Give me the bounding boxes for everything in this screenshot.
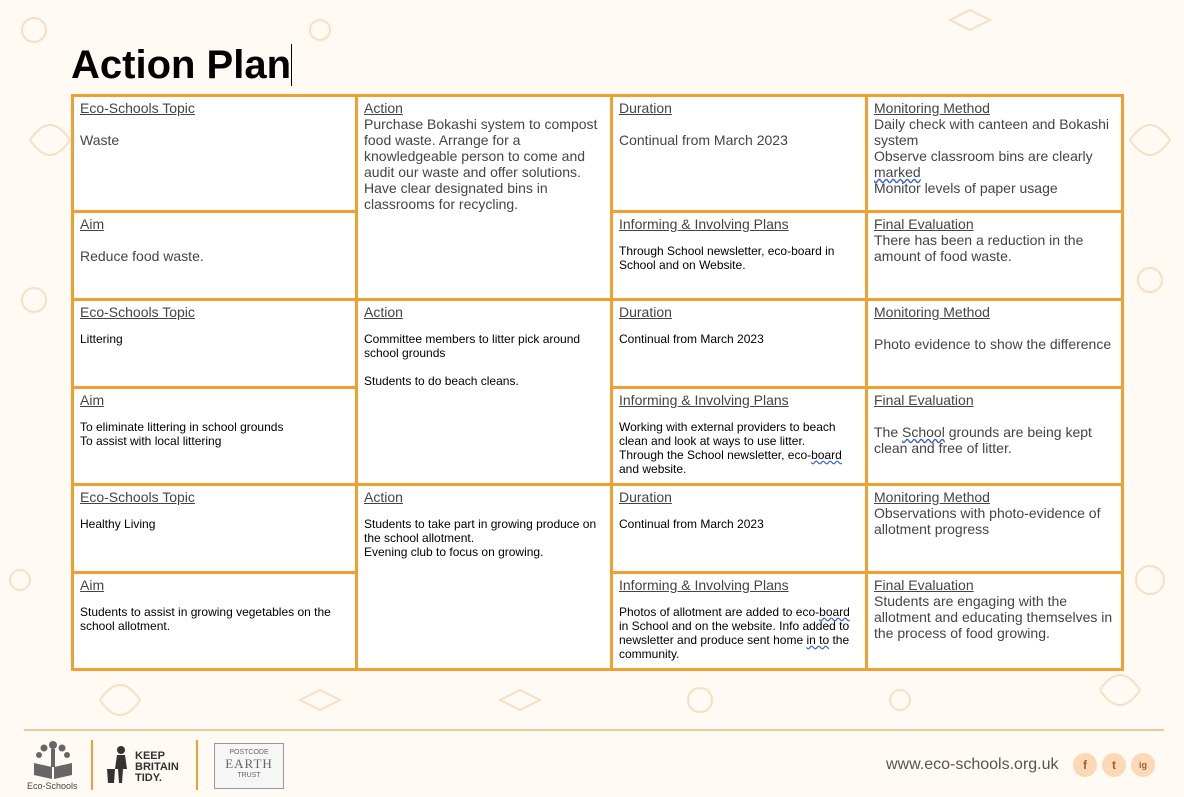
monitoring-value: Observations with photo-evidence of allotment progress — [874, 505, 1101, 537]
logo-divider — [196, 740, 198, 790]
monitoring-label: Monitoring Method — [874, 304, 990, 320]
action-cell — [357, 300, 612, 485]
monitoring-label: Monitoring Method — [874, 489, 990, 505]
aim-value: To eliminate littering in school grounds To assist with local littering — [80, 420, 284, 448]
informing-value: Working with external providers to beach clean and look at ways to use litter. Through the School newsletter, eco-board and website. — [619, 420, 842, 476]
duration-cell — [612, 96, 867, 212]
informing-cell — [612, 212, 867, 300]
duration-cell — [612, 300, 867, 388]
evaluation-cell — [867, 388, 1123, 485]
action-label: Action — [364, 304, 403, 320]
evaluation-cell — [867, 573, 1123, 670]
aim-label: Aim — [80, 392, 105, 408]
aim-value: Students to assist in growing vegetables on the school allotment. — [80, 605, 331, 633]
aim-cell — [73, 212, 357, 300]
eco-schools-logo-text: Eco-Schools — [27, 781, 78, 791]
evaluation-value: Students are engaging with the allotment and educating themselves in the process of food growing. — [874, 593, 1113, 641]
evaluation-label: Final Evaluation — [874, 577, 974, 593]
informing-value: Through School newsletter, eco-board in School and on Website. — [619, 244, 835, 272]
informing-label: Informing & Involving Plans — [619, 392, 789, 408]
action-cell — [357, 485, 612, 670]
website-url[interactable]: www.eco-schools.org.uk — [886, 756, 1059, 773]
action-label: Action — [364, 100, 403, 116]
action-cell — [357, 96, 612, 300]
facebook-icon[interactable]: f — [1073, 753, 1097, 777]
keep-britain-tidy-icon — [105, 745, 133, 785]
duration-value: Continual from March 2023 — [619, 332, 764, 346]
action-value: Students to take part in growing produce on the school allotment. Evening club to focus on growing. — [364, 517, 597, 559]
postcode-earth-trust-logo: POSTCODE EARTH TRUST — [214, 743, 284, 789]
monitoring-cell — [867, 485, 1123, 573]
evaluation-value: The School grounds are being kept clean and free of litter. — [874, 424, 1092, 456]
logo-divider — [91, 740, 93, 790]
duration-value: Continual from March 2023 — [619, 517, 764, 531]
evaluation-label: Final Evaluation — [874, 216, 974, 232]
topic-value: Waste — [80, 132, 120, 148]
keep-britain-tidy-text: KEEP BRITAIN TIDY. — [135, 750, 179, 784]
footer-divider — [24, 729, 1164, 731]
evaluation-cell — [867, 212, 1123, 300]
duration-label: Duration — [619, 100, 672, 116]
informing-cell — [612, 573, 867, 670]
monitoring-line-1: Daily check with canteen and Bokashi system — [874, 116, 1110, 148]
action-label: Action — [364, 489, 403, 505]
topic-cell — [73, 96, 357, 212]
duration-value: Continual from March 2023 — [619, 132, 788, 148]
topic-value: Littering — [80, 332, 123, 346]
monitoring-cell — [867, 300, 1123, 388]
monitoring-cell — [867, 96, 1123, 212]
informing-label: Informing & Involving Plans — [619, 577, 789, 593]
twitter-icon[interactable]: t — [1102, 753, 1126, 777]
topic-cell — [73, 300, 357, 388]
monitoring-line-2: Observe classroom bins are clearly marked — [874, 148, 1093, 180]
eco-schools-logo-icon — [30, 739, 76, 781]
monitoring-line-3: Monitor levels of paper usage — [874, 180, 1058, 196]
text-caret — [291, 44, 292, 86]
page-title: Action Plan — [71, 43, 292, 87]
action-value: Purchase Bokashi system to compost food waste. Arrange for a knowledgeable person to come and audit our waste and offer solutions. Have clear designated bins in classrooms for recycling. — [364, 116, 598, 212]
action-value: Committee members to litter pick around school grounds Students to do beach cleans. — [364, 332, 581, 388]
monitoring-value: Photo evidence to show the difference — [874, 336, 1112, 352]
duration-label: Duration — [619, 304, 672, 320]
duration-label: Duration — [619, 489, 672, 505]
instagram-icon[interactable]: ig — [1131, 753, 1155, 777]
aim-label: Aim — [80, 577, 105, 593]
evaluation-value: There has been a reduction in the amount of food waste. — [874, 232, 1084, 264]
aim-value: Reduce food waste. — [80, 248, 204, 264]
duration-cell — [612, 485, 867, 573]
evaluation-label: Final Evaluation — [874, 392, 974, 408]
topic-label: Eco-Schools Topic — [80, 304, 195, 320]
topic-value: Healthy Living — [80, 517, 156, 531]
monitoring-label: Monitoring Method — [874, 100, 990, 116]
action-plan-table — [71, 94, 1124, 671]
topic-label: Eco-Schools Topic — [80, 100, 195, 116]
informing-value: Photos of allotment are added to eco-board in School and on the website. Info added to newsletter and produce sent home in to the community. — [619, 605, 850, 661]
informing-label: Informing & Involving Plans — [619, 216, 789, 232]
topic-cell — [73, 485, 357, 573]
informing-cell — [612, 388, 867, 485]
aim-label: Aim — [80, 216, 105, 232]
topic-label: Eco-Schools Topic — [80, 489, 195, 505]
aim-cell — [73, 573, 357, 670]
aim-cell — [73, 388, 357, 485]
